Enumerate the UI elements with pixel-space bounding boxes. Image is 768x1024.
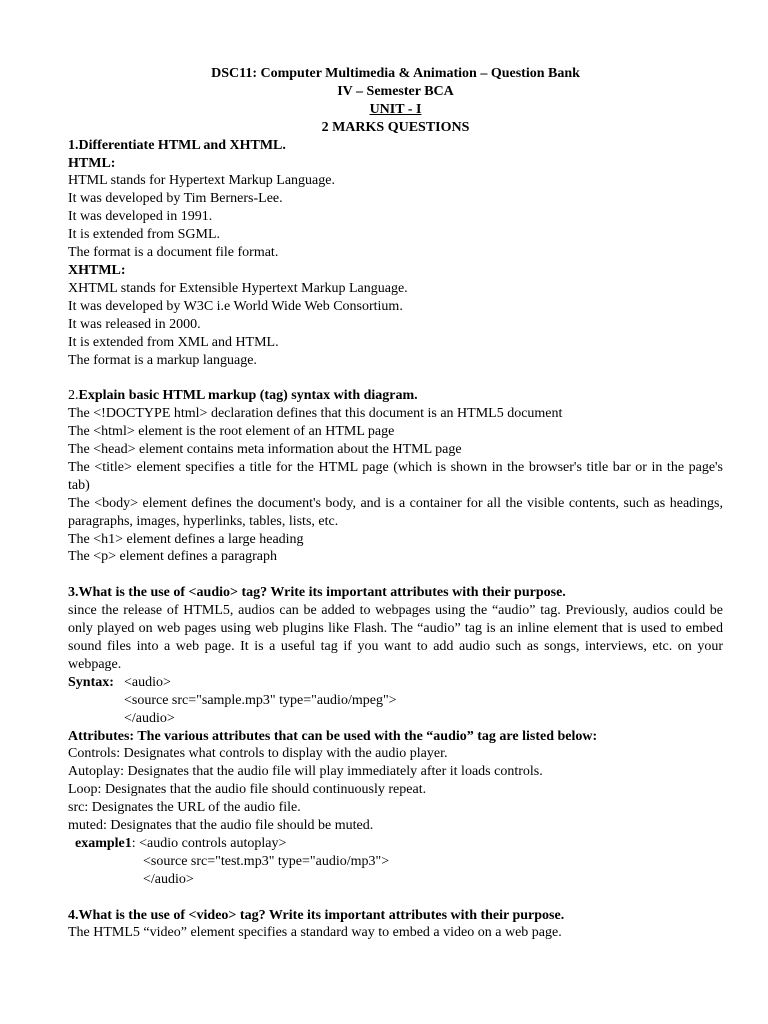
q3-syntax-line: <audio>: [124, 674, 171, 690]
q4-intro: The HTML5 “video” element specifies a standard way to embed a video on a web page.: [68, 925, 562, 941]
q1-xhtml-line: XHTML stands for Extensible Hypertext Markup Language.: [68, 280, 408, 296]
q1-html-line: The format is a document file format.: [68, 245, 279, 261]
q3-example-line: </audio>: [143, 871, 194, 887]
q3-attribute: Loop: Designates that the audio file should continuously repeat.: [68, 782, 427, 798]
doc-section: 2 MARKS QUESTIONS: [321, 119, 470, 135]
q3-attribute: muted: Designates that the audio file should be muted.: [68, 818, 374, 834]
doc-semester: IV – Semester BCA: [337, 83, 454, 99]
q2-line: The <p> element defines a paragraph: [68, 549, 277, 565]
spacer: [68, 889, 723, 907]
q1-xhtml-heading: XHTML:: [68, 262, 126, 278]
q3-syntax-line: </audio>: [124, 710, 175, 726]
q1-xhtml-line: It was released in 2000.: [68, 316, 201, 332]
q2-line: The <html> element is the root element of an HTML page: [68, 424, 395, 440]
q3-question: 3.What is the use of <audio> tag? Write its important attributes with their purpose.: [68, 585, 566, 601]
document-content: [68, 65, 723, 942]
q2-line: The <!DOCTYPE html> declaration defines that this document is an HTML5 document: [68, 406, 563, 422]
q3-syntax-label: Syntax:: [68, 674, 114, 690]
q3-attributes-heading: Attributes: The various attributes that can be used with the “audio” tag are listed below:: [68, 728, 598, 744]
spacer: [68, 369, 723, 387]
q3-syntax-row: [68, 674, 723, 692]
q2-number: 2.: [68, 388, 79, 404]
q1-xhtml-line: It is extended from XML and HTML.: [68, 334, 279, 350]
q1-html-line: HTML stands for Hypertext Markup Language.: [68, 173, 335, 189]
q3-attribute: Autoplay: Designates that the audio file will play immediately after it loads controls.: [68, 764, 543, 780]
q1-html-line: It was developed by Tim Berners-Lee.: [68, 191, 283, 207]
q2-line: The <h1> element defines a large heading: [68, 531, 304, 547]
q3-intro: since the release of HTML5, audios can be added to webpages using the “audio” tag. Previously, audios could be only played on web pages using web plugins like Flash. The “audio” tag is an inline element that is used to embed sound files into a web page. It is a useful tag if you want to add audio such as songs, interviews, etc. on your webpage.: [68, 603, 723, 672]
q1-question: 1.Differentiate HTML and XHTML.: [68, 137, 286, 153]
q2-question: Explain basic HTML markup (tag) syntax with diagram.: [78, 388, 418, 404]
q1-xhtml-line: It was developed by W3C i.e World Wide Web Consortium.: [68, 298, 403, 314]
q2-question-row: [68, 387, 723, 405]
q1-xhtml-line: The format is a markup language.: [68, 352, 257, 368]
q3-example-label: example1: [75, 835, 132, 851]
q3-example-row: [68, 835, 723, 853]
q1-html-heading: HTML:: [68, 155, 116, 171]
q3-attribute: src: Designates the URL of the audio file.: [68, 800, 301, 816]
q3-example-line: : <audio controls autoplay>: [131, 835, 287, 851]
q2-line: The <title> element specifies a title for the HTML page (which is shown in the browser's title bar or in the page's tab): [68, 459, 723, 493]
q2-line: The <head> element contains meta information about the HTML page: [68, 442, 462, 458]
doc-title: DSC11: Computer Multimedia & Animation – Question Bank: [211, 66, 580, 81]
spacer: [68, 566, 723, 584]
doc-unit: UNIT - I: [369, 101, 422, 117]
q1-html-line: It was developed in 1991.: [68, 209, 213, 225]
q2-line: The <body> element defines the document's body, and is a container for all the visible contents, such as headings, paragraphs, images, hyperlinks, tables, lists, etc.: [68, 495, 723, 529]
q3-syntax-line: <source src="sample.mp3" type="audio/mpeg">: [124, 692, 397, 708]
q4-question: 4.What is the use of <video> tag? Write its important attributes with their purpose.: [68, 907, 565, 923]
q1-html-line: It is extended from SGML.: [68, 227, 221, 243]
q3-attribute: Controls: Designates what controls to display with the audio player.: [68, 746, 448, 762]
q3-example-line: <source src="test.mp3" type="audio/mp3">: [143, 853, 390, 869]
